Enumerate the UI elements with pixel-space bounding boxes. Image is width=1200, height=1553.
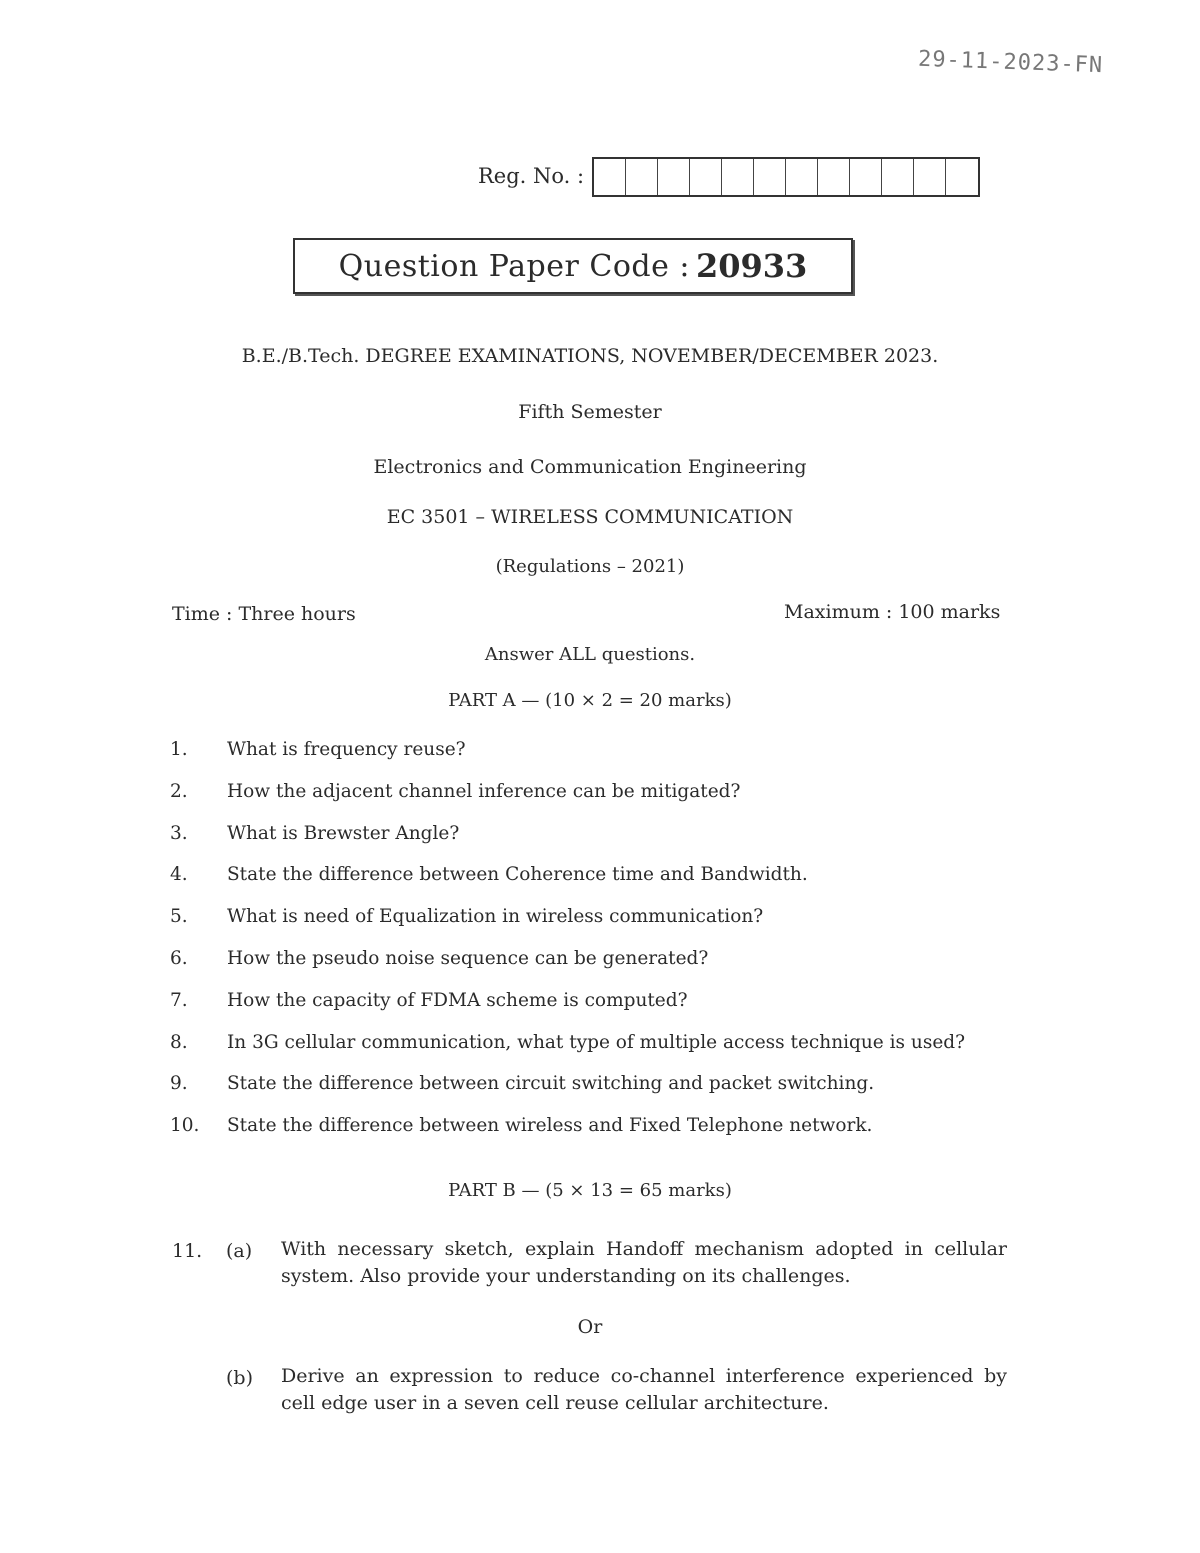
reg-no-digit-box[interactable] <box>786 159 818 195</box>
reg-no-digit-box[interactable] <box>850 159 882 195</box>
question-number: 7. <box>170 990 188 1011</box>
reg-no-digit-box[interactable] <box>882 159 914 195</box>
question-text: With necessary sketch, explain Handoff mechanism adopted in cellular system. Also provide your understanding on its challenges. <box>281 1238 1007 1287</box>
question-number: 10. <box>170 1115 200 1136</box>
option-label: (a) <box>226 1240 253 1262</box>
reg-no-digit-box[interactable] <box>626 159 658 195</box>
reg-no-digit-box[interactable] <box>946 159 978 195</box>
instruction: Answer ALL questions. <box>484 644 696 665</box>
option-label: (b) <box>226 1367 253 1389</box>
reg-no-digit-box[interactable] <box>754 159 786 195</box>
reg-no-digit-box[interactable] <box>914 159 946 195</box>
or-separator: Or <box>577 1316 603 1338</box>
maximum-marks: Maximum : 100 marks <box>784 601 1001 623</box>
reg-no-boxes[interactable] <box>592 157 980 197</box>
question-number: 1. <box>170 739 188 760</box>
question-text: What is Brewster Angle? <box>227 823 460 844</box>
reg-no-digit-box[interactable] <box>690 159 722 195</box>
question-text: State the difference between wireless and Fixed Telephone network. <box>227 1115 873 1136</box>
question-text: Derive an expression to reduce co-channel interference experienced by cell edge user in a seven cell reuse cellular architecture. <box>281 1365 1007 1414</box>
question-paper-code-box <box>293 238 853 294</box>
exam-title: B.E./B.Tech. DEGREE EXAMINATIONS, NOVEMBER/DECEMBER 2023. <box>241 345 939 367</box>
regulations: (Regulations – 2021) <box>495 556 685 577</box>
question-number: 4. <box>170 864 188 885</box>
question-number: 11. <box>172 1240 203 1262</box>
question-number: 6. <box>170 948 188 969</box>
question-text: What is frequency reuse? <box>227 739 466 760</box>
exam-duration: Time : Three hours <box>172 603 356 625</box>
reg-no-digit-box[interactable] <box>818 159 850 195</box>
question-text: State the difference between Coherence time and Bandwidth. <box>227 864 808 885</box>
question-number: 8. <box>170 1032 188 1053</box>
handwritten-date-note: 29-11-2023-FN <box>917 46 1104 79</box>
part-a-title: PART A — (10 × 2 = 20 marks) <box>448 690 732 711</box>
question-number: 2. <box>170 781 188 802</box>
question-text: How the adjacent channel inference can be mitigated? <box>227 781 741 802</box>
question-paper-code: 20933 <box>695 247 808 285</box>
question-text: State the difference between circuit switching and packet switching. <box>227 1073 875 1094</box>
question-paper-code-label: Question Paper Code : <box>338 248 690 284</box>
question-number: 3. <box>170 823 188 844</box>
question-text: What is need of Equalization in wireless communication? <box>227 906 764 927</box>
reg-no-digit-box[interactable] <box>658 159 690 195</box>
reg-no-digit-box[interactable] <box>722 159 754 195</box>
question-text: In 3G cellular communication, what type of multiple access technique is used? <box>227 1032 966 1053</box>
question-text: How the capacity of FDMA scheme is computed? <box>227 990 688 1011</box>
reg-no-label: Reg. No. : <box>478 164 585 188</box>
question-number: 5. <box>170 906 188 927</box>
question-number: 9. <box>170 1073 188 1094</box>
department: Electronics and Communication Engineering <box>373 456 807 478</box>
semester: Fifth Semester <box>518 401 662 423</box>
course-title: EC 3501 – WIRELESS COMMUNICATION <box>386 506 794 528</box>
part-b-title: PART B — (5 × 13 = 65 marks) <box>448 1180 732 1201</box>
reg-no-digit-box[interactable] <box>594 159 626 195</box>
question-text: How the pseudo noise sequence can be generated? <box>227 948 709 969</box>
